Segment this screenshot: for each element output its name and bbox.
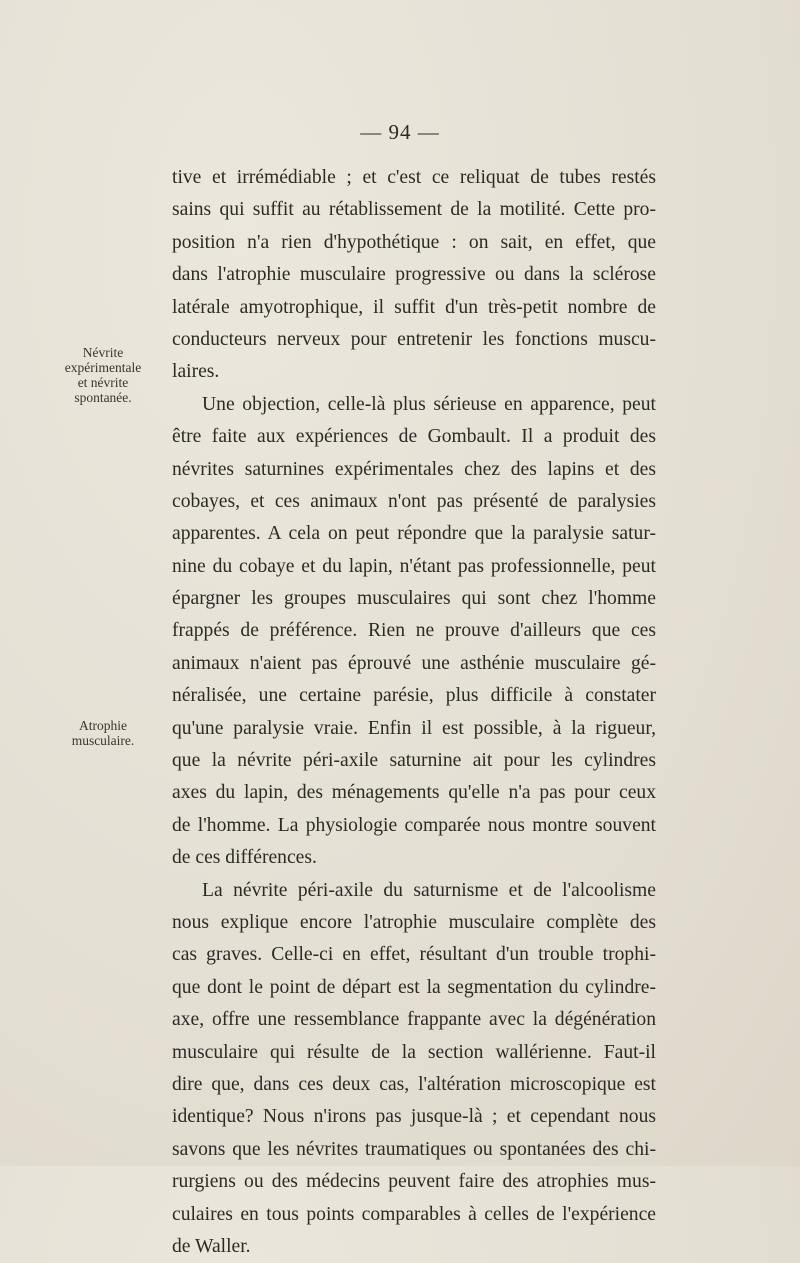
text-line: musculaire qui résulte de la section wallérienne. Faut-il [172,1041,656,1063]
text-line: axe, offre une ressemblance frappante avec la dégénération [172,1009,656,1031]
margin-note-line: Névrite [82,345,124,360]
text-line: conducteurs nerveux pour entretenir les fonctions muscu- [172,328,656,350]
body-text [172,162,656,1263]
margin-note-nevrite [52,345,154,405]
text-line: de ces différences. [172,847,317,869]
margin-note-line: spontanée. [74,390,132,405]
text-line: cobayes, et ces animaux n'ont pas présenté de paralysies [172,490,656,512]
text-line: que la névrite péri-axile saturnine ait pour les cylindres [172,750,656,772]
text-line: cas graves. Celle-ci en effet, résultant d'un trouble trophi- [172,944,656,966]
margin-note-line: musculaire. [71,733,135,748]
text-line: nous explique encore l'atrophie musculaire complète des [172,911,656,933]
page-number: — 94 — [360,120,440,144]
text-line: qu'une paralysie vraie. Enfin il est possible, à la rigueur, [172,717,656,739]
text-line: que dont le point de départ est la segmentation du cylindre- [172,976,656,998]
text-line: latérale amyotrophique, il suffit d'un très-petit nombre de [172,296,656,318]
margin-note-line: expérimentale [64,360,142,375]
text-line: identique? Nous n'irons pas jusque-là ; et cependant nous [172,1106,656,1128]
text-line: dire que, dans ces deux cas, l'altération microscopique est [172,1073,656,1095]
text-line: dans l'atrophie musculaire progressive ou dans la sclérose [172,264,656,286]
text-line: apparentes. A cela on peut répondre que la paralysie satur- [172,523,656,545]
text-line: frappés de préférence. Rien ne prouve d'ailleurs que ces [172,620,656,642]
text-line: névrites saturnines expérimentales chez des lapins et des [172,458,656,480]
text-line: animaux n'aient pas éprouvé une asthénie musculaire gé- [172,652,656,674]
text-line: néralisée, une certaine parésie, plus difficile à constater [172,685,656,707]
text-line: épargner les groupes musculaires qui sont chez l'homme [172,588,656,610]
text-line: être faite aux expériences de Gombault. Il a produit des [172,426,656,448]
text-line: de l'homme. La physiologie comparée nous montre souvent [172,814,656,836]
margin-note-line: et névrite [77,375,129,390]
margin-note-line: Atrophie [79,718,127,733]
text-line: sains qui suffit au rétablissement de la motilité. Cette pro- [172,199,656,221]
text-line: savons que les névrites traumatiques ou spontanées des chi- [172,1138,656,1160]
text-line: La névrite péri-axile du saturnisme et de l'alcoolisme [202,879,656,901]
text-line: axes du lapin, des ménagements qu'elle n'a pas pour ceux [172,782,656,804]
text-line: de Waller. [172,1235,251,1257]
text-line: nine du cobaye et du lapin, n'étant pas professionnelle, peut [172,555,656,577]
text-line: Une objection, celle-là plus sérieuse en apparence, peut [202,393,656,415]
text-line: position n'a rien d'hypothétique : on sait, en effet, que [172,231,656,253]
margin-note-atrophie [52,718,154,748]
text-line: tive et irrémédiable ; et c'est ce reliquat de tubes restés [172,167,656,188]
text-line: laires. [172,361,220,383]
text-line: rurgiens ou des médecins peuvent faire des atrophies mus- [172,1171,656,1193]
text-line: culaires en tous points comparables à celles de l'expérience [172,1203,656,1225]
